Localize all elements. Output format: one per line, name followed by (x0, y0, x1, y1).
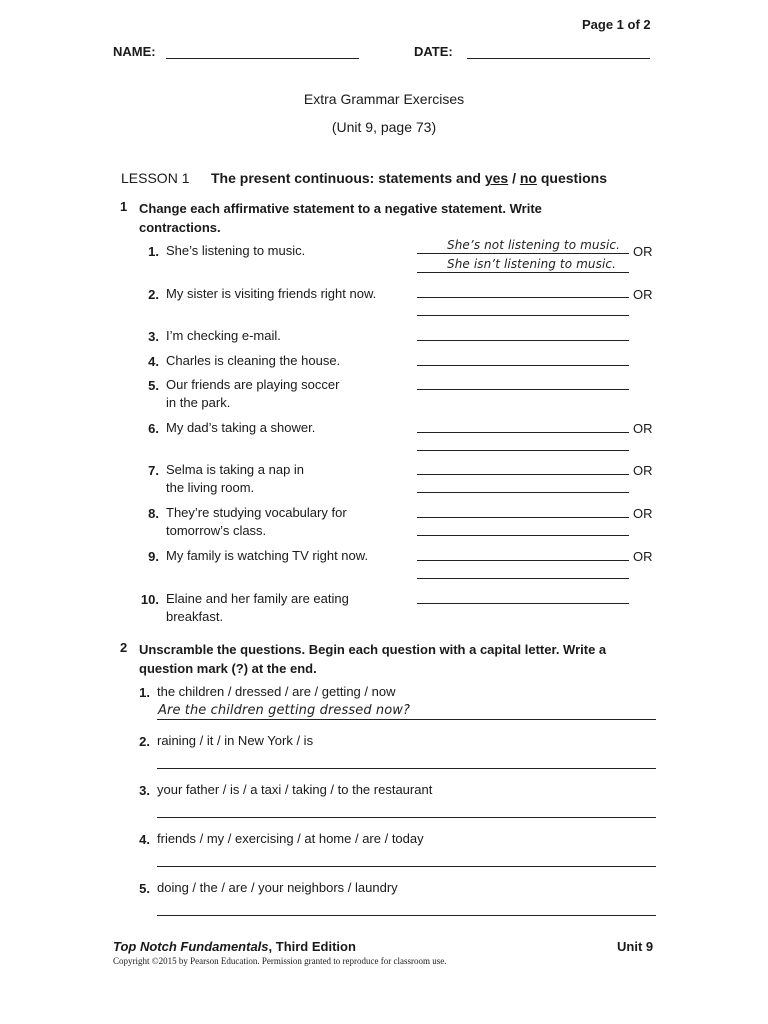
item-number: 5. (139, 881, 150, 896)
date-field[interactable] (467, 58, 650, 59)
answer-line[interactable] (417, 272, 629, 273)
answer-line[interactable] (417, 603, 629, 604)
answer-line[interactable] (157, 866, 656, 867)
item-number: 1. (139, 685, 150, 700)
date-label: DATE: (414, 44, 453, 59)
item-prompt: your father / is / a taxi / taking / to the restaurant (157, 782, 433, 797)
item-prompt: raining / it / in New York / is (157, 733, 314, 748)
answer-line[interactable] (157, 915, 656, 916)
item-statement: Our friends are playing soccer in the park. (166, 377, 340, 410)
item-number: 4. (148, 354, 159, 369)
answer-line[interactable] (157, 817, 656, 818)
item-number: 2. (148, 287, 159, 302)
or-label: OR (633, 506, 653, 521)
answer-line[interactable] (417, 578, 629, 579)
handwritten-answer: She isn’t listening to music. (447, 257, 616, 271)
or-label: OR (633, 421, 653, 436)
answer-line[interactable] (157, 719, 656, 720)
or-label: OR (633, 244, 653, 259)
page-number: Page 1 of 2 (582, 17, 651, 32)
item-prompt: friends / my / exercising / at home / are / today (157, 831, 424, 846)
exercise-2-number: 2 (120, 640, 128, 655)
item-number: 10. (140, 592, 159, 607)
answer-line[interactable] (417, 253, 629, 254)
page-title: Extra Grammar Exercises (303, 91, 465, 107)
answer-line[interactable] (417, 517, 629, 518)
exercise-1-number: 1 (120, 199, 128, 214)
answer-line[interactable] (417, 474, 629, 475)
name-label: NAME: (113, 44, 156, 59)
item-statement: She’s listening to music. (166, 243, 306, 258)
item-number: 5. (148, 378, 159, 393)
item-statement: Charles is cleaning the house. (166, 353, 341, 368)
answer-line[interactable] (417, 450, 629, 451)
or-label: OR (633, 549, 653, 564)
answer-line[interactable] (417, 560, 629, 561)
lesson-title: The present continuous: statements and yes / no questions (211, 170, 607, 186)
or-label: OR (633, 463, 653, 478)
item-statement: My sister is visiting friends right now. (166, 286, 377, 301)
item-number: 9. (148, 549, 159, 564)
answer-line[interactable] (417, 535, 629, 536)
item-statement: My family is watching TV right now. (166, 548, 369, 563)
footer-unit: Unit 9 (617, 939, 654, 954)
item-number: 2. (139, 734, 150, 749)
item-prompt: doing / the / are / your neighbors / laundry (157, 880, 398, 895)
item-number: 8. (148, 506, 159, 521)
handwritten-answer: Are the children getting dressed now? (158, 703, 411, 718)
item-statement: Selma is taking a nap in the living room. (166, 462, 305, 495)
answer-line[interactable] (417, 492, 629, 493)
answer-line[interactable] (417, 365, 629, 366)
footer-book-title: Top Notch Fundamentals, Third Edition (113, 939, 356, 954)
item-number: 1. (148, 244, 159, 259)
or-label: OR (633, 287, 653, 302)
item-statement: I’m checking e-mail. (166, 328, 281, 343)
item-number: 4. (139, 832, 150, 847)
item-statement: Elaine and her family are eating breakfast. (166, 591, 349, 624)
item-statement: They’re studying vocabulary for tomorrow’s class. (166, 505, 347, 538)
item-statement: My dad’s taking a shower. (166, 420, 316, 435)
answer-line[interactable] (157, 768, 656, 769)
answer-line[interactable] (417, 432, 629, 433)
lesson-label: LESSON 1 (121, 170, 190, 186)
copyright: Copyright ©2015 by Pearson Education. Permission granted to reproduce for classroom use. (113, 956, 447, 966)
answer-line[interactable] (417, 315, 629, 316)
page-subtitle: (Unit 9, page 73) (331, 119, 437, 135)
answer-line[interactable] (417, 297, 629, 298)
item-number: 7. (148, 463, 159, 478)
name-field[interactable] (166, 58, 359, 59)
item-number: 3. (148, 329, 159, 344)
exercise-1-instruction: Change each affirmative statement to a negative statement. Write contractions. (139, 201, 542, 235)
item-number: 6. (148, 421, 159, 436)
answer-line[interactable] (417, 340, 629, 341)
answer-line[interactable] (417, 389, 629, 390)
item-number: 3. (139, 783, 150, 798)
handwritten-answer: She’s not listening to music. (447, 238, 620, 252)
item-prompt: the children / dressed / are / getting / now (157, 684, 396, 699)
exercise-2-instruction: Unscramble the questions. Begin each question with a capital letter. Write a question mark (?) at the end. (139, 642, 607, 676)
